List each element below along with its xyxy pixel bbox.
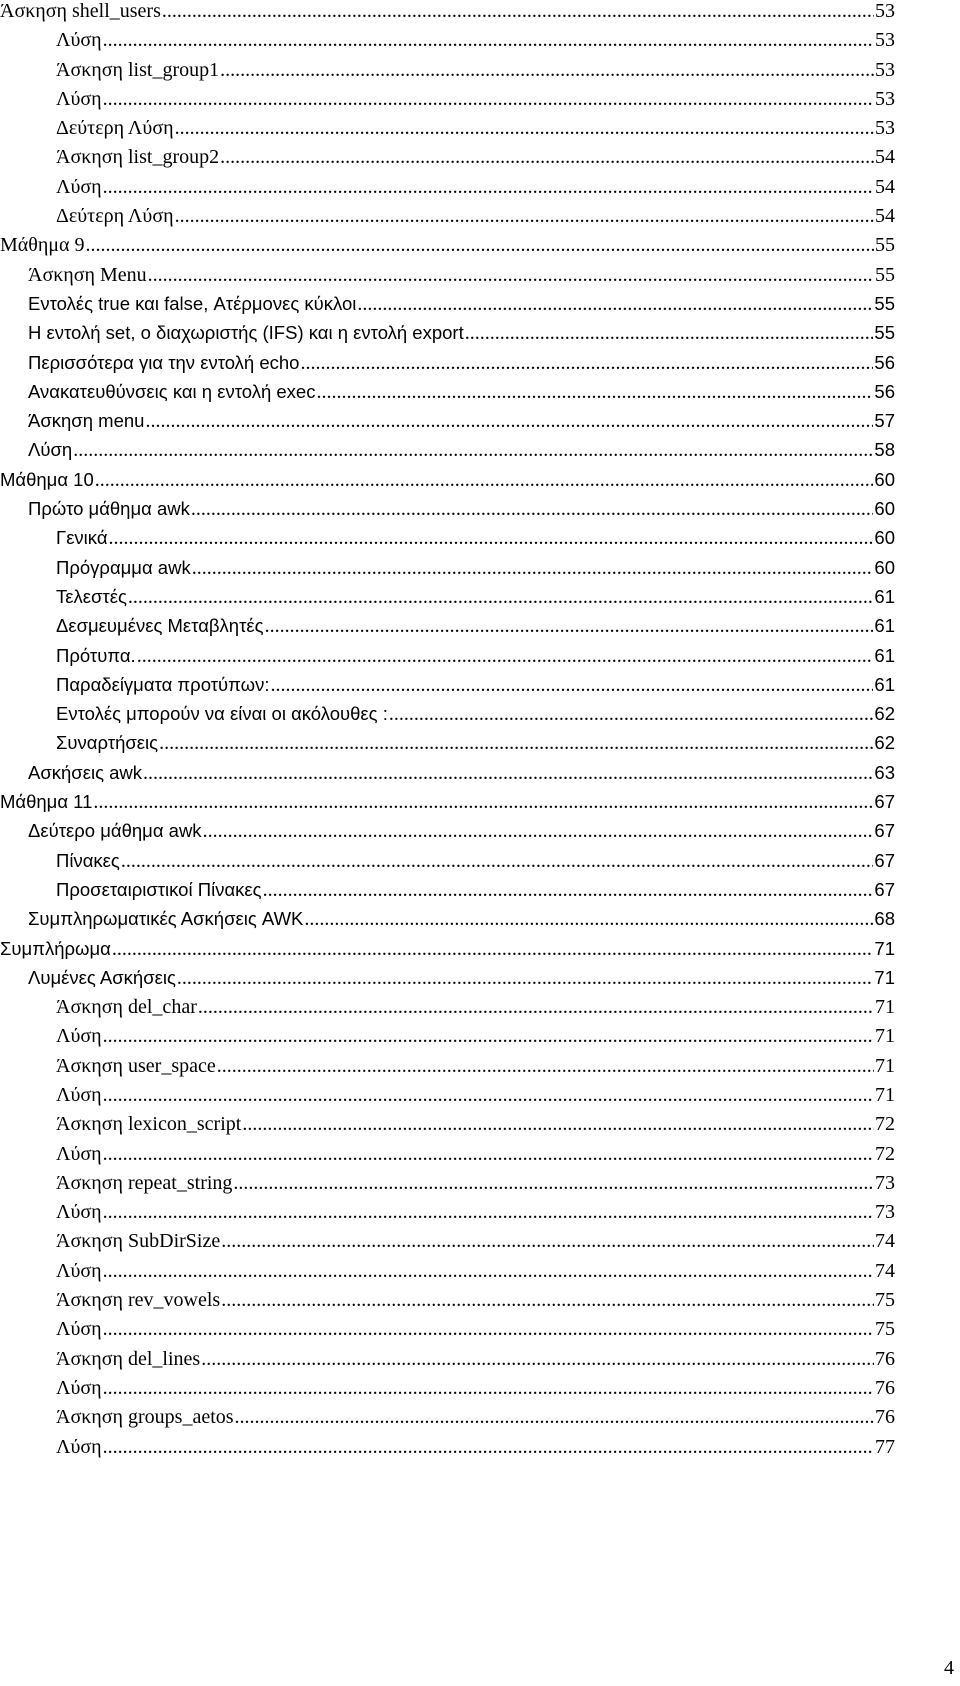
toc-entry[interactable] (0, 762, 895, 791)
toc-entry-title: Λύση (56, 1142, 102, 1165)
dot-leader (198, 996, 874, 1019)
toc-entry-page: 67 (874, 791, 895, 813)
dot-leader (271, 674, 874, 697)
toc-entry[interactable] (0, 674, 895, 703)
toc-entry-page: 76 (875, 1347, 895, 1370)
toc-entry[interactable] (0, 0, 895, 29)
toc-entry-title: Γενικά (56, 527, 108, 549)
toc-entry-title: Άσκηση Menu (28, 263, 147, 286)
toc-entry-page: 62 (874, 732, 895, 754)
dot-leader (109, 527, 874, 550)
toc-entry-page: 61 (874, 585, 895, 607)
toc-entry[interactable] (0, 850, 895, 879)
toc-entry-page: 75 (875, 1289, 895, 1312)
toc-entry-title: Τελεστές (56, 585, 127, 607)
toc-entry[interactable] (0, 498, 895, 527)
toc-entry[interactable] (0, 117, 895, 146)
toc-entry[interactable] (0, 879, 895, 908)
toc-entry-title: Λύση (56, 87, 102, 110)
toc-entry-page: 71 (874, 937, 895, 959)
dot-leader (220, 59, 874, 82)
toc-entry[interactable] (0, 176, 895, 205)
toc-entry-page: 74 (875, 1230, 895, 1253)
toc-entry[interactable] (0, 791, 895, 820)
toc-entry-title: Προσεταιριστικοί Πίνακες (56, 878, 262, 900)
toc-entry[interactable] (0, 908, 895, 937)
dot-leader (389, 703, 874, 726)
toc-entry-title: Δεύτερη Λύση (56, 117, 174, 140)
toc-entry-page: 77 (875, 1435, 895, 1458)
toc-entry-title: Ασκήσεις awk (28, 761, 143, 783)
toc-entry-title: Πρότυπα. (56, 644, 136, 666)
dot-leader (242, 1113, 874, 1136)
dot-leader (263, 879, 874, 902)
toc-entry-page: 71 (875, 1083, 895, 1106)
toc-entry-page: 54 (875, 205, 895, 228)
toc-entry-page: 71 (875, 1025, 895, 1048)
toc-entry-title: Άσκηση repeat_string (56, 1171, 233, 1194)
toc-entry-page: 61 (874, 615, 895, 637)
toc-entry-title: Άσκηση del_lines (56, 1347, 201, 1370)
dot-leader (121, 850, 874, 873)
toc-entry[interactable] (0, 264, 895, 293)
toc-entry-title: Μάθημα 10 (0, 468, 94, 490)
toc-entry[interactable] (0, 439, 895, 468)
dot-leader (175, 205, 874, 228)
toc-entry[interactable] (0, 1025, 895, 1054)
toc-entry-title: Λύση (56, 1259, 102, 1282)
dot-leader (159, 732, 873, 755)
dot-leader (103, 1377, 874, 1400)
toc-entry[interactable] (0, 381, 895, 410)
toc-entry-page: 53 (875, 117, 895, 140)
dot-leader (304, 908, 873, 931)
toc-entry-page: 73 (875, 1171, 895, 1194)
toc-entry-title: Λύση (56, 1376, 102, 1399)
toc-entry[interactable] (0, 1230, 895, 1259)
toc-entry-title: Λύση (56, 1201, 102, 1224)
toc-entry[interactable] (0, 996, 895, 1025)
toc-entry-title: Άσκηση user_space (56, 1054, 216, 1077)
dot-leader (137, 645, 874, 668)
dot-leader (192, 557, 874, 580)
toc-entry-page: 61 (874, 644, 895, 666)
toc-entry-page: 60 (874, 498, 895, 520)
toc-entry-title: Εντολές true και false, Ατέρμονες κύκλοι (28, 292, 357, 314)
toc-entry-title: Λύση (56, 1025, 102, 1048)
toc-entry[interactable] (0, 527, 895, 556)
dot-leader (220, 146, 874, 169)
toc-entry-title: Μάθημα 11 (0, 791, 93, 813)
toc-entry[interactable] (0, 820, 895, 849)
toc-entry-page: 60 (874, 527, 895, 549)
toc-entry-page: 60 (874, 556, 895, 578)
toc-entry-page: 71 (874, 966, 895, 988)
toc-entry-title: Δεύτερο μάθημα awk (28, 820, 202, 842)
toc-entry[interactable] (0, 1084, 895, 1113)
toc-entry-title: Άσκηση SubDirSize (56, 1230, 221, 1253)
toc-entry-page: 76 (875, 1406, 895, 1429)
toc-entry[interactable] (0, 1289, 895, 1318)
toc-entry-page: 54 (875, 175, 895, 198)
toc-entry-title: Η εντολή set, ο διαχωριστής (IFS) και η εντολή export (28, 322, 464, 344)
dot-leader (103, 29, 874, 52)
dot-leader (103, 1436, 874, 1459)
toc-entry-title: Λύση (56, 29, 102, 52)
toc-entry[interactable] (0, 88, 895, 117)
toc-entry-title: Πίνακες (56, 849, 120, 871)
toc-entry-page: 67 (874, 878, 895, 900)
toc-entry-title: Λύση (56, 1318, 102, 1341)
dot-leader (201, 1348, 874, 1371)
toc-entry[interactable] (0, 938, 895, 967)
dot-leader (175, 117, 874, 140)
toc-entry-page: 76 (875, 1376, 895, 1399)
toc-entry-page: 71 (875, 996, 895, 1019)
dot-leader (95, 469, 874, 492)
toc-entry[interactable] (0, 1172, 895, 1201)
toc-entry[interactable] (0, 469, 895, 498)
dot-leader (86, 234, 874, 257)
dot-leader (93, 791, 873, 814)
toc-entry-page: 56 (874, 380, 895, 402)
dot-leader (73, 439, 873, 462)
toc-entry-page: 67 (874, 849, 895, 871)
toc-entry[interactable] (0, 293, 895, 322)
toc-entry-page: 54 (875, 146, 895, 169)
dot-leader (191, 498, 874, 521)
toc-entry-page: 53 (875, 0, 895, 22)
toc-entry[interactable] (0, 615, 895, 644)
toc-entry[interactable] (0, 352, 895, 381)
dot-leader (103, 1143, 874, 1166)
toc-entry-page: 55 (875, 263, 895, 286)
toc-entry-page: 67 (874, 820, 895, 842)
toc-entry[interactable] (0, 146, 895, 175)
dot-leader (103, 1084, 874, 1107)
toc-entry-page: 62 (874, 703, 895, 725)
toc-entry[interactable] (0, 732, 895, 761)
toc-entry[interactable] (0, 586, 895, 615)
toc-entry[interactable] (0, 645, 895, 674)
dot-leader (465, 322, 874, 345)
toc-entry[interactable] (0, 557, 895, 586)
toc-entry-page: 71 (875, 1054, 895, 1077)
dot-leader (300, 352, 873, 375)
toc-entry-page: 72 (875, 1142, 895, 1165)
toc-entry-page: 55 (875, 234, 895, 257)
toc-entry[interactable] (0, 205, 895, 234)
toc-entry-title: Άσκηση list_group1 (56, 58, 220, 81)
toc-entry-title: Περισσότερα για την εντολή echo (28, 351, 300, 373)
toc-entry[interactable] (0, 703, 895, 732)
dot-leader (217, 1055, 874, 1078)
toc-entry[interactable] (0, 1377, 895, 1406)
dot-leader (177, 967, 874, 990)
dot-leader (148, 264, 874, 287)
toc-entry-title: Λύση (56, 1083, 102, 1106)
toc-entry-title: Παραδείγματα προτύπων: (56, 673, 270, 695)
toc-entry-title: Άσκηση lexicon_script (56, 1113, 242, 1136)
toc-entry-page: 55 (874, 322, 895, 344)
toc-entry[interactable] (0, 29, 895, 58)
toc-entry-page: 75 (875, 1318, 895, 1341)
dot-leader (221, 1289, 874, 1312)
toc-entry-title: Συμπληρωματικές Ασκήσεις AWK (28, 908, 304, 930)
dot-leader (103, 1318, 874, 1341)
toc-entry[interactable] (0, 1260, 895, 1289)
toc-entry-page: 60 (874, 468, 895, 490)
toc-entry[interactable] (0, 1436, 895, 1465)
dot-leader (265, 615, 874, 638)
toc-entry-title: Εντολές μπορούν να είναι οι ακόλουθες : (56, 703, 388, 725)
toc-entry-title: Λύση (56, 175, 102, 198)
dot-leader (221, 1230, 874, 1253)
dot-leader (235, 1406, 874, 1429)
dot-leader (162, 0, 874, 23)
dot-leader (128, 586, 874, 609)
toc-entry-page: 63 (874, 761, 895, 783)
toc-entry-title: Λυμένες Ασκήσεις (28, 966, 176, 988)
toc-entry-page: 53 (875, 87, 895, 110)
toc-entry[interactable] (0, 1143, 895, 1172)
dot-leader (112, 938, 874, 961)
toc-entry[interactable] (0, 1113, 895, 1142)
dot-leader (103, 176, 874, 199)
toc-entry-title: Πρόγραμμα awk (56, 556, 191, 578)
toc-entry-page: 57 (874, 410, 895, 432)
toc-entry-title: Άσκηση list_group2 (56, 146, 220, 169)
toc-entry-title: Λύση (28, 439, 73, 461)
toc-entry-page: 53 (875, 58, 895, 81)
toc-entry-page: 68 (874, 908, 895, 930)
toc-entry-title: Συμπλήρωμα (0, 937, 111, 959)
dot-leader (143, 762, 873, 785)
toc-entry-page: 55 (874, 292, 895, 314)
toc-entry-page: 73 (875, 1201, 895, 1224)
toc-entry[interactable] (0, 59, 895, 88)
dot-leader (103, 1025, 874, 1048)
dot-leader (103, 1260, 874, 1283)
toc-entry[interactable] (0, 1318, 895, 1347)
toc-entry-title: Άσκηση groups_aetos (56, 1406, 234, 1429)
toc-entry[interactable] (0, 1055, 895, 1084)
toc-entry-title: Άσκηση shell_users (0, 0, 161, 22)
toc-entry[interactable] (0, 410, 895, 439)
toc-entry-page: 58 (874, 439, 895, 461)
toc-entry[interactable] (0, 1406, 895, 1435)
toc-entry-title: Πρώτο μάθημα awk (28, 498, 190, 520)
toc-entry-page: 53 (875, 29, 895, 52)
toc-entry-title: Ανακατευθύνσεις και η εντολή exec (28, 380, 316, 402)
page-number: 4 (944, 1657, 954, 1679)
dot-leader (357, 293, 873, 316)
toc-entry[interactable] (0, 1201, 895, 1230)
toc-entry-title: Άσκηση del_char (56, 996, 197, 1019)
toc-entry-title: Μάθημα 9 (0, 234, 85, 257)
dot-leader (316, 381, 873, 404)
toc-entry-title: Άσκηση menu (28, 410, 145, 432)
toc-entry[interactable] (0, 234, 895, 263)
dot-leader (103, 88, 874, 111)
toc-entry-page: 72 (875, 1113, 895, 1136)
toc-entry-title: Άσκηση rev_vowels (56, 1289, 221, 1312)
dot-leader (203, 820, 874, 843)
toc-entry-title: Δεσμευμένες Μεταβλητές (56, 615, 264, 637)
toc-entry-page: 61 (874, 673, 895, 695)
dot-leader (145, 410, 873, 433)
dot-leader (103, 1201, 874, 1224)
toc-entry[interactable] (0, 967, 895, 996)
toc-entry-page: 56 (874, 351, 895, 373)
toc-entry-page: 74 (875, 1259, 895, 1282)
toc-entry[interactable] (0, 1348, 895, 1377)
dot-leader (233, 1172, 874, 1195)
toc-entry-title: Λύση (56, 1435, 102, 1458)
toc-entry[interactable] (0, 322, 895, 351)
toc-entry-title: Δεύτερη Λύση (56, 205, 174, 228)
toc-entry-title: Συναρτήσεις (56, 732, 159, 754)
